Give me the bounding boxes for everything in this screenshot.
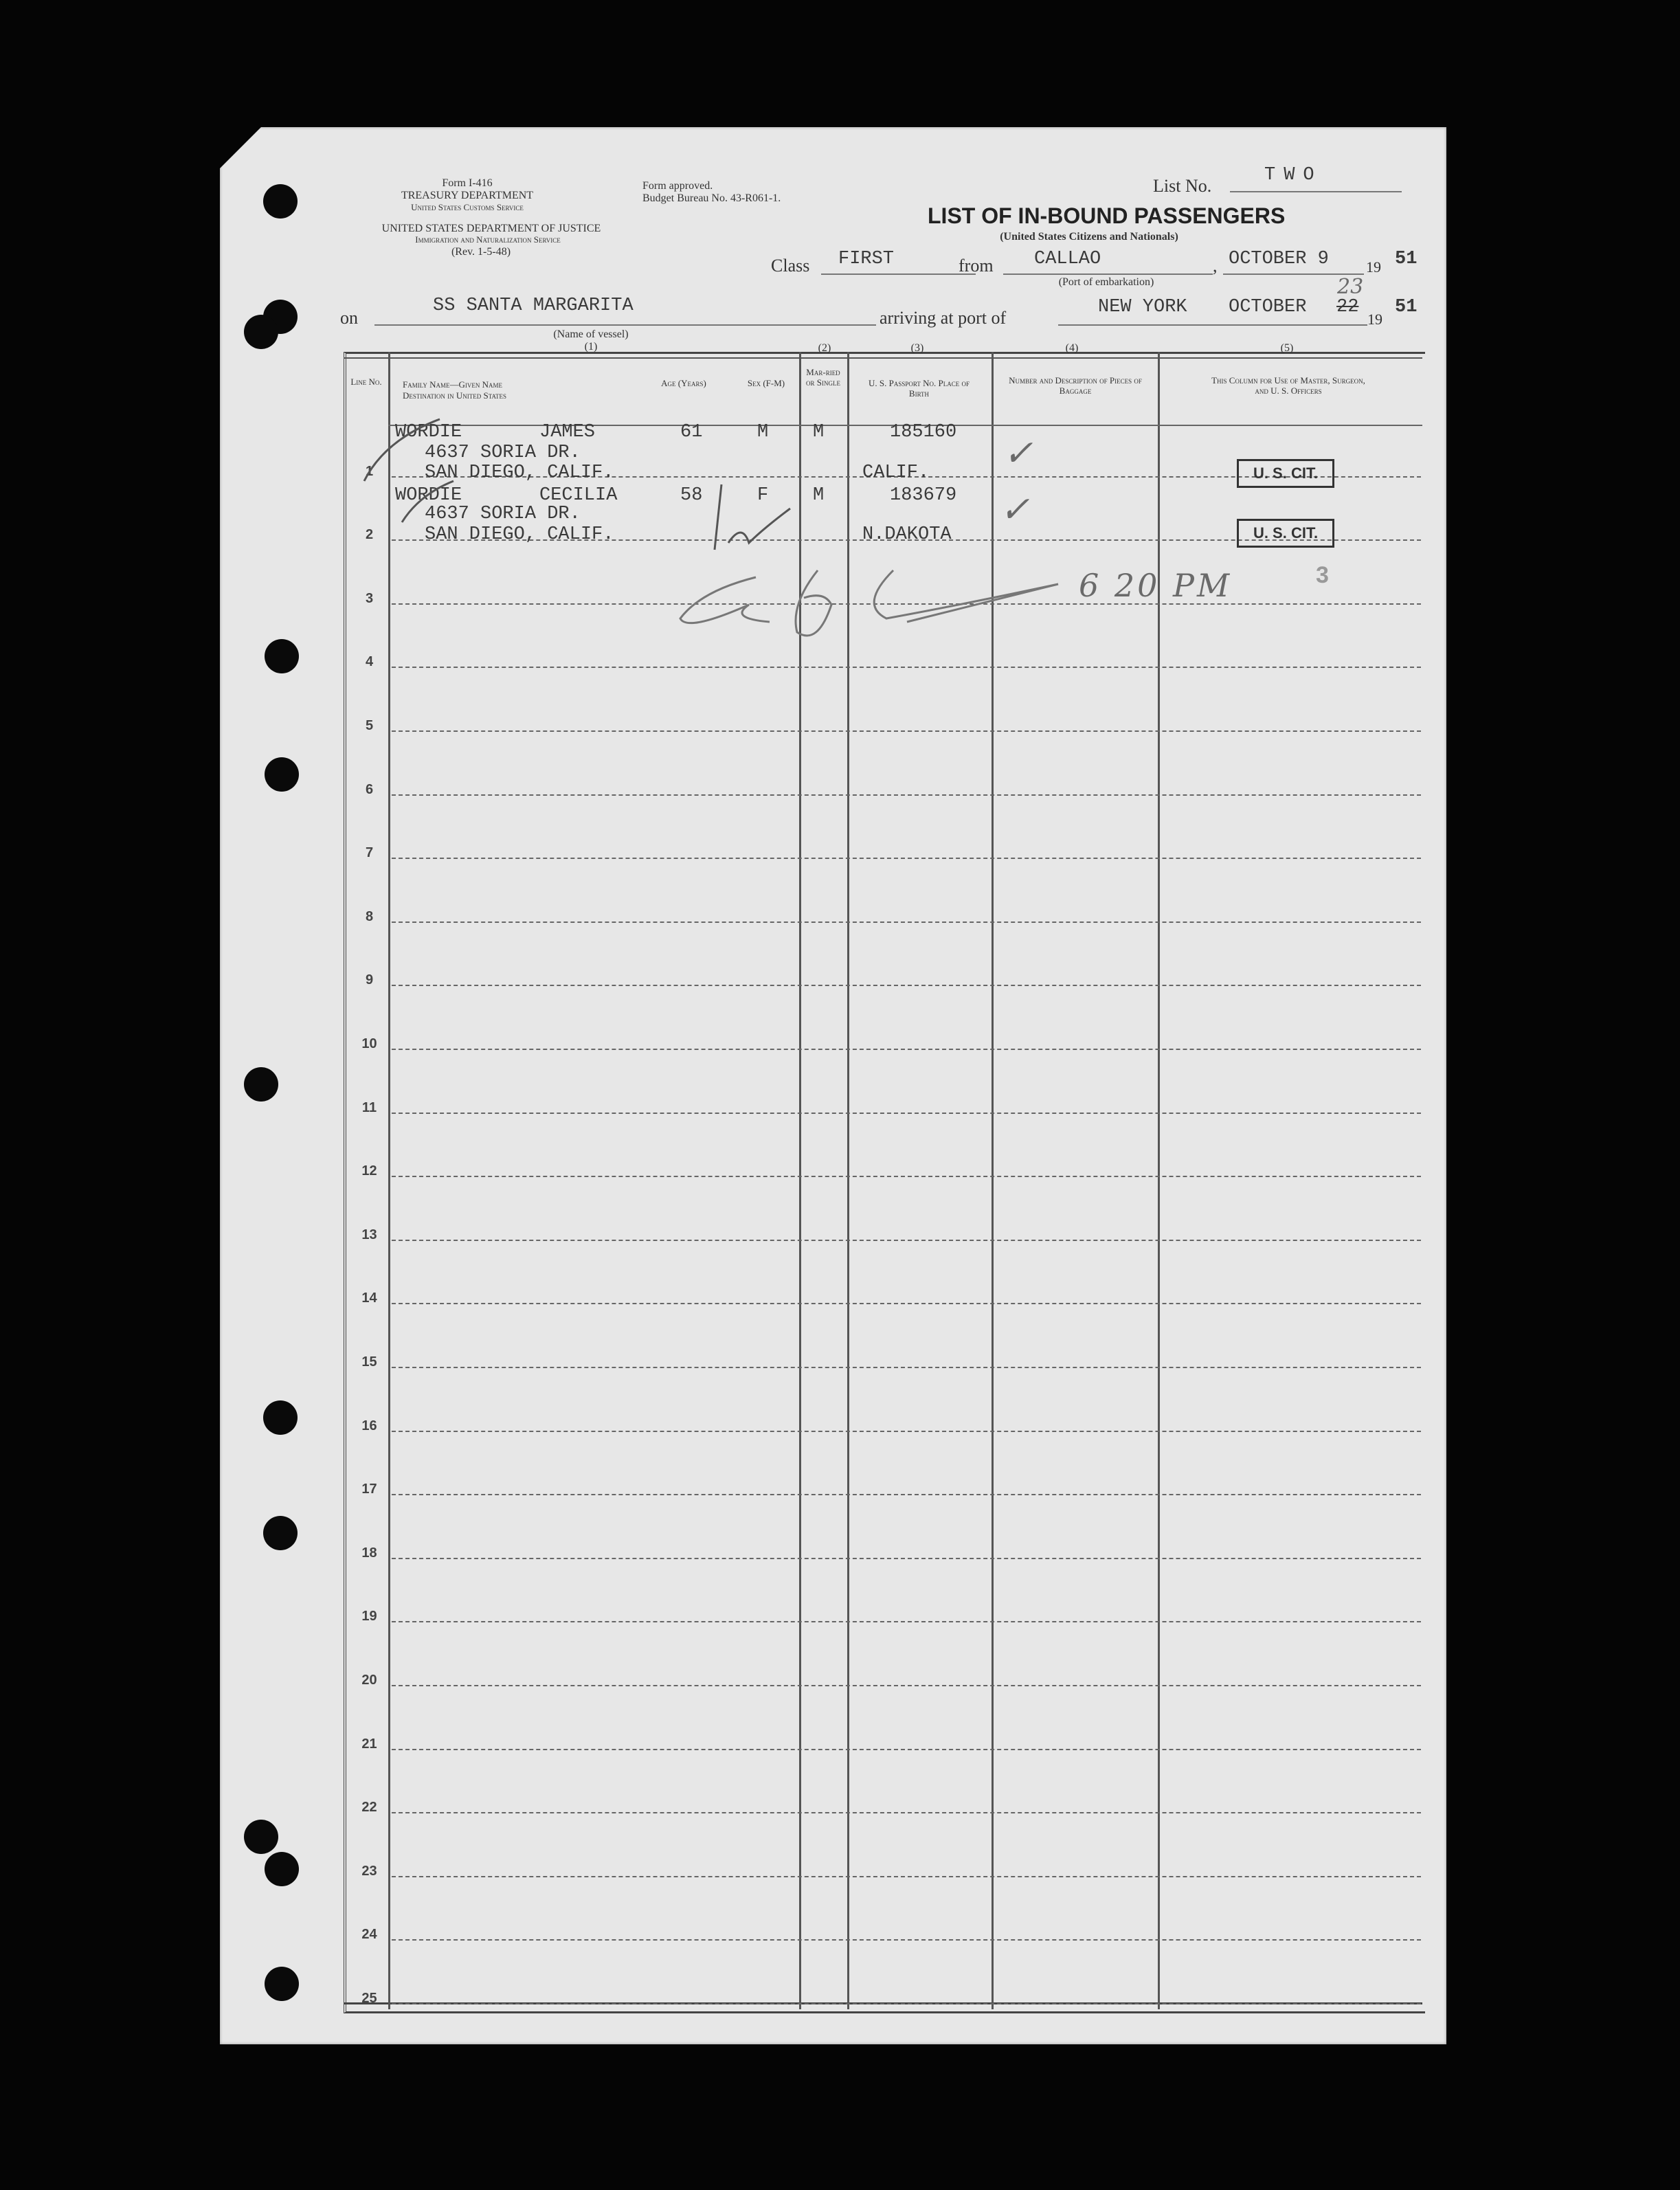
col-married-header: Mar-ried or Single [806, 367, 840, 388]
line-number: 24 [361, 1927, 377, 1943]
passenger-age: 61 [680, 422, 703, 443]
passenger-sex: M [757, 422, 769, 443]
line-number: 20 [361, 1673, 377, 1688]
on-label: on [340, 308, 358, 328]
passenger-city: SAN DIEGO, CALIF. [425, 524, 614, 545]
us-citizen-stamp: U. S. CIT. [1237, 519, 1334, 548]
vessel-name: SS SANTA MARGARITA [433, 295, 634, 316]
from-label: from [959, 256, 994, 276]
baggage-check-mark: ✓ [1003, 433, 1033, 474]
passenger-family-name: WORDIE [395, 422, 462, 443]
year-1: 51 [1395, 249, 1418, 269]
arrival-port: NEW YORK [1098, 297, 1187, 317]
col-4-number: (4) [1065, 342, 1079, 354]
line-number: 4 [365, 654, 374, 670]
justice-department: UNITED STATES DEPARTMENT OF JUSTICE [381, 223, 601, 234]
line-number: 10 [361, 1036, 377, 1051]
line-number: 16 [361, 1418, 377, 1433]
col-3-number: (3) [910, 342, 924, 354]
passenger-passport-no: 183679 [890, 485, 957, 506]
line-number: 12 [361, 1163, 377, 1179]
line-number: 22 [361, 1800, 377, 1815]
form-revision: (Rev. 1-5-48) [451, 246, 511, 258]
page-title: LIST OF IN-BOUND PASSENGERS [928, 203, 1286, 228]
list-no-label: List No. [1153, 176, 1212, 196]
class-label: Class [771, 256, 810, 276]
line-number: 7 [365, 845, 374, 861]
line-number: 23 [361, 1863, 377, 1879]
col-5-number: (5) [1280, 342, 1294, 354]
page-subtitle: (United States Citizens and Nationals) [1000, 231, 1178, 243]
year-2: 51 [1395, 297, 1418, 317]
col-dest-header: Destination in United States [403, 390, 507, 401]
col-age-header: Age (Years) [661, 378, 706, 388]
line-number: 15 [361, 1354, 377, 1370]
passenger-sex: F [757, 485, 769, 506]
vessel-caption: (Name of vessel) [553, 328, 629, 340]
line-number: 11 [361, 1099, 377, 1115]
col-sex-header: Sex (F-M) [747, 378, 785, 388]
arrival-day-struck: 22 [1336, 297, 1359, 317]
line-number: 14 [361, 1290, 377, 1306]
form-approved: Form approved. [642, 180, 713, 192]
passenger-passport-no: 185160 [890, 422, 957, 443]
line-number: 21 [361, 1736, 377, 1752]
line-number: 19 [361, 1609, 377, 1624]
list-no-value: TWO [1264, 165, 1323, 186]
passenger-address: 4637 SORIA DR. [425, 504, 581, 524]
line-number: 8 [365, 908, 374, 924]
line-number: 1 [365, 463, 374, 479]
passenger-address: 4637 SORIA DR. [425, 443, 581, 463]
handwritten-time: 6 20 PM [1079, 567, 1233, 604]
col-passport-header: U. S. Passport No. Place of Birth [869, 378, 970, 399]
customs-service: United States Customs Service [411, 202, 524, 212]
col-baggage-header: Number and Description of Pieces of Baggage [1009, 375, 1142, 396]
year-prefix-2: 19 [1367, 311, 1382, 328]
treasury-department: TREASURY DEPARTMENT [401, 190, 534, 201]
budget-bureau: Budget Bureau No. 43-R061-1. [642, 192, 781, 204]
col-name-header: Family Name—Given Name [403, 379, 502, 390]
passenger-marital: M [813, 422, 825, 443]
row-3-mark: 3 [1316, 562, 1329, 588]
from-comma: , [1213, 256, 1218, 276]
arrival-day-corrected: 23 [1337, 275, 1364, 299]
arrival-month: OCTOBER [1229, 297, 1307, 317]
embark-port: CALLAO [1034, 249, 1101, 269]
us-citizen-stamp: U. S. CIT. [1237, 459, 1334, 488]
col-officers-header: This Column for Use of Master, Surgeon, and U. S. Officers [1211, 375, 1365, 396]
col-1-number: (1) [584, 341, 598, 353]
baggage-check-mark: ✓ [1000, 489, 1030, 530]
line-number: 9 [365, 972, 374, 988]
line-number: 17 [361, 1482, 377, 1497]
form-number: Form I-416 [442, 177, 493, 189]
passenger-age: 58 [680, 485, 703, 506]
col-2-number: (2) [818, 342, 831, 354]
line-number: 2 [365, 527, 374, 543]
passenger-city: SAN DIEGO, CALIF. [425, 462, 614, 483]
passenger-marital: M [813, 485, 825, 506]
line-number: 18 [361, 1545, 377, 1561]
line-number: 6 [365, 781, 374, 797]
passenger-given-name: CECILIA [539, 485, 618, 506]
port-embarkation-caption: (Port of embarkation) [1058, 276, 1154, 288]
passenger-given-name: JAMES [539, 422, 596, 443]
embark-date: OCTOBER 9 [1229, 249, 1329, 269]
passenger-birthplace: N.DAKOTA [862, 524, 952, 545]
passenger-family-name: WORDIE [395, 485, 462, 506]
col-line-header: Line No. [350, 377, 382, 387]
line-number: 3 [365, 590, 374, 606]
line-number: 13 [361, 1227, 377, 1242]
passenger-birthplace: CALIF. [862, 462, 930, 483]
ins-service: Immigration and Naturalization Service [415, 234, 561, 245]
arriving-label: arriving at port of [880, 308, 1007, 328]
class-value: FIRST [838, 249, 895, 269]
year-prefix-1: 19 [1366, 258, 1381, 276]
line-number: 25 [361, 1991, 377, 2006]
line-number: 5 [365, 718, 374, 733]
